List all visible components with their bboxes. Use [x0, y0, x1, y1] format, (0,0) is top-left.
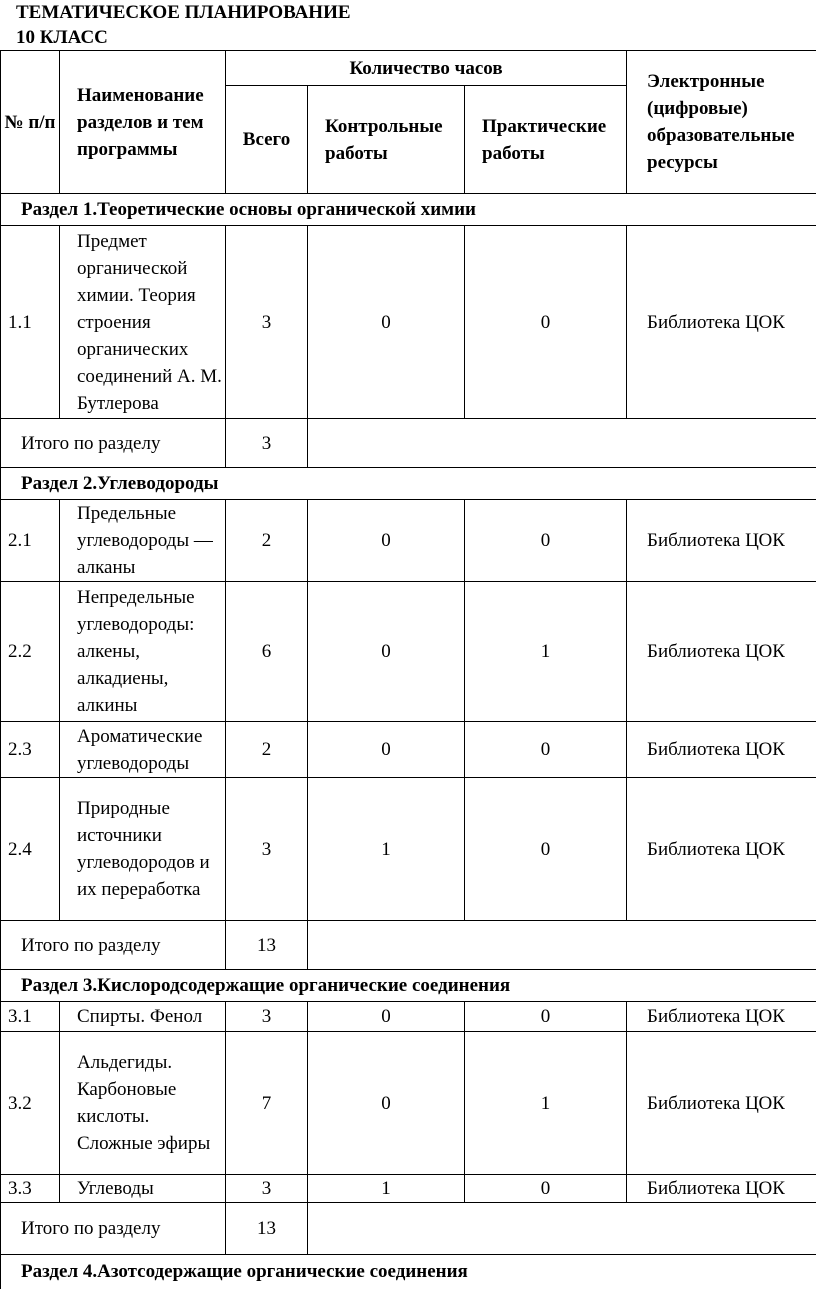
row-total: 2	[226, 722, 308, 778]
row-resource: Библиотека ЦОК	[627, 500, 816, 582]
class-title: 10 КЛАСС	[16, 27, 108, 49]
row-resource: Библиотека ЦОК	[627, 722, 816, 778]
row-control: 0	[308, 1002, 465, 1032]
section-total-value: 3	[226, 419, 308, 468]
row-num: 1.1	[1, 226, 60, 419]
row-name: Предельные углеводороды — алканы	[60, 500, 226, 582]
row-practical: 0	[465, 1175, 627, 1203]
section-title: Раздел 4.Азотсодержащие органические соединения	[1, 1255, 816, 1289]
section-total-row	[1, 1203, 816, 1255]
col-header-name: Наименование разделов и тем программы	[60, 51, 226, 194]
row-control: 0	[308, 1032, 465, 1175]
row-total: 7	[226, 1032, 308, 1175]
row-practical: 0	[465, 226, 627, 419]
plan-table	[0, 50, 816, 1289]
row-num: 3.3	[1, 1175, 60, 1203]
section-title: Раздел 1.Теоретические основы органической химии	[1, 194, 816, 226]
row-num: 2.4	[1, 778, 60, 921]
col-header-num: № п/п	[1, 51, 60, 194]
row-name: Углеводы	[60, 1175, 226, 1203]
table-row	[1, 778, 816, 921]
table-row	[1, 1002, 816, 1032]
section-total-label: Итого по разделу	[1, 921, 226, 970]
col-header-total: Всего	[226, 86, 308, 194]
row-num: 2.2	[1, 582, 60, 722]
row-practical: 1	[465, 1032, 627, 1175]
row-name: Предмет органической химии. Теория строения органических соединений А. М. Бутлерова	[60, 226, 226, 419]
row-practical: 0	[465, 1002, 627, 1032]
table-row	[1, 500, 816, 582]
row-name: Ароматические углеводороды	[60, 722, 226, 778]
row-total: 3	[226, 778, 308, 921]
row-resource: Библиотека ЦОК	[627, 1175, 816, 1203]
row-name: Альдегиды. Карбоновые кислоты. Сложные эфиры	[60, 1032, 226, 1175]
row-control: 0	[308, 500, 465, 582]
row-total: 3	[226, 1002, 308, 1032]
row-name: Спирты. Фенол	[60, 1002, 226, 1032]
row-num: 3.1	[1, 1002, 60, 1032]
section-total-row	[1, 419, 816, 468]
col-header-hours: Количество часов	[226, 51, 627, 86]
row-resource: Библиотека ЦОК	[627, 1002, 816, 1032]
row-num: 2.3	[1, 722, 60, 778]
row-control: 1	[308, 778, 465, 921]
row-practical: 0	[465, 722, 627, 778]
row-control: 0	[308, 226, 465, 419]
row-resource: Библиотека ЦОК	[627, 778, 816, 921]
row-name: Природные источники углеводородов и их переработка	[60, 778, 226, 921]
section-total-empty	[308, 419, 816, 468]
section-total-empty	[308, 1203, 816, 1255]
row-practical: 1	[465, 582, 627, 722]
section-total-row	[1, 921, 816, 970]
row-practical: 0	[465, 500, 627, 582]
row-total: 6	[226, 582, 308, 722]
section-title: Раздел 3.Кислородсодержащие органические соединения	[1, 970, 816, 1002]
table-row	[1, 1175, 816, 1203]
section-total-value: 13	[226, 921, 308, 970]
row-num: 3.2	[1, 1032, 60, 1175]
col-header-control: Контрольные работы	[308, 86, 465, 194]
row-control: 0	[308, 582, 465, 722]
row-control: 0	[308, 722, 465, 778]
row-control: 1	[308, 1175, 465, 1203]
table-row	[1, 1032, 816, 1175]
row-resource: Библиотека ЦОК	[627, 1032, 816, 1175]
row-total: 3	[226, 226, 308, 419]
row-practical: 0	[465, 778, 627, 921]
section-title: Раздел 2.Углеводороды	[1, 468, 816, 500]
table-row	[1, 722, 816, 778]
row-name: Непредельные углеводороды: алкены, алкадиены, алкины	[60, 582, 226, 722]
row-num: 2.1	[1, 500, 60, 582]
row-total: 2	[226, 500, 308, 582]
col-header-resources: Электронные (цифровые) образовательные ресурсы	[627, 51, 816, 194]
row-total: 3	[226, 1175, 308, 1203]
col-header-practical: Практические работы	[465, 86, 627, 194]
row-resource: Библиотека ЦОК	[627, 582, 816, 722]
section-total-empty	[308, 921, 816, 970]
table-row	[1, 226, 816, 419]
table-row	[1, 582, 816, 722]
section-total-label: Итого по разделу	[1, 419, 226, 468]
page-title: ТЕМАТИЧЕСКОЕ ПЛАНИРОВАНИЕ	[16, 2, 351, 24]
row-resource: Библиотека ЦОК	[627, 226, 816, 419]
section-total-value: 13	[226, 1203, 308, 1255]
section-total-label: Итого по разделу	[1, 1203, 226, 1255]
